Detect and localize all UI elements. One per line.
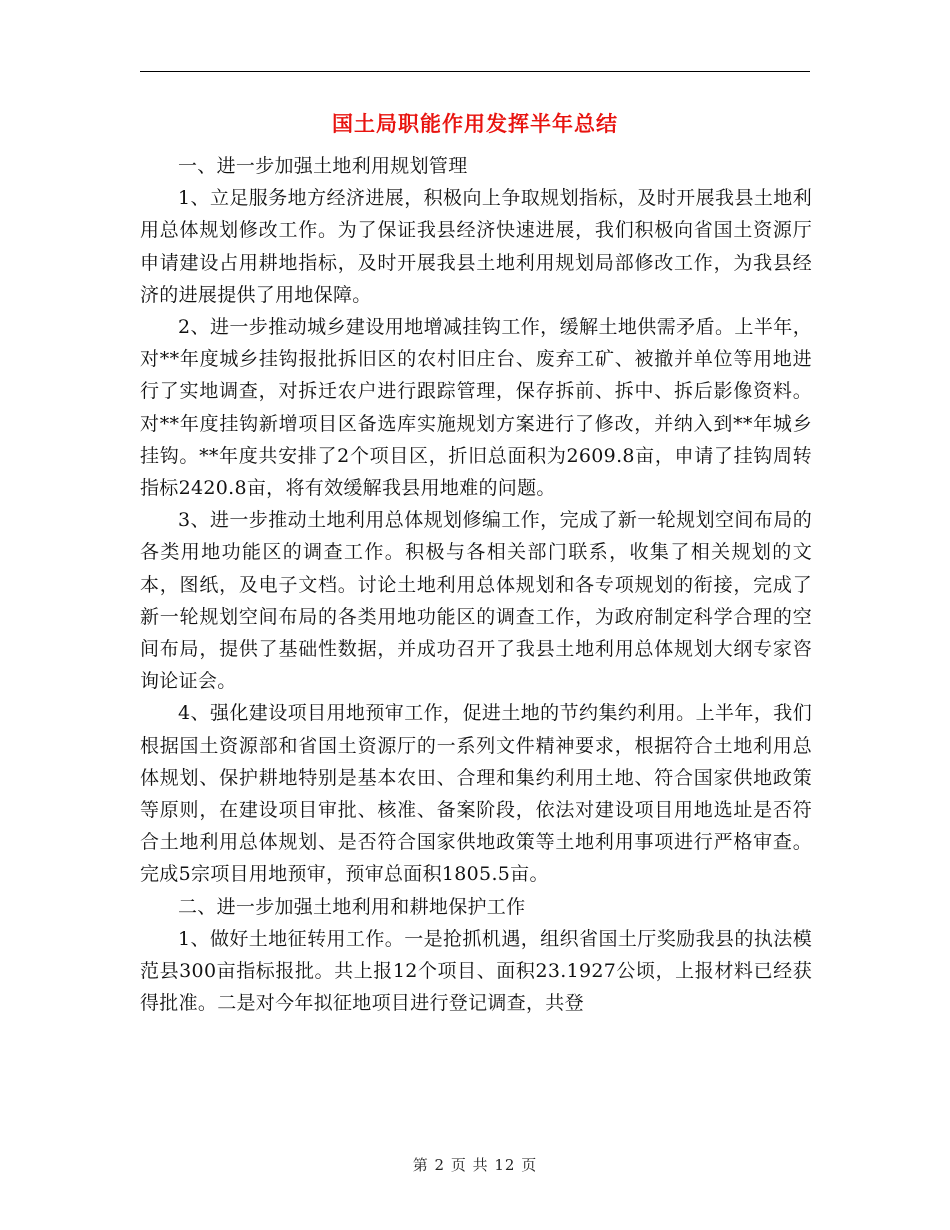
body-paragraph: 1、立足服务地方经济进展，积极向上争取规划指标，及时开展我县土地利用总体规划修改工作。为了保证我县经济快速进展，我们积极向省国土资源厅申请建设占用耕地指标，及时开展我县土地利用规划局部修改工作，为我县经济的进展提供了用地保障。 — [140, 187, 812, 306]
section-heading: 二、进一步加强土地利用和耕地保护工作 — [178, 895, 526, 918]
page-number-footer: 第 2 页 共 12 页 — [412, 1156, 538, 1174]
body-paragraph: 3、进一步推动土地利用总体规划修编工作，完成了新一轮规划空间布局的各类用地功能区的调查工作。积极与各相关部门联系，收集了相关规划的文本，图纸，及电子文档。讨论土地利用总体规划和各专项规划的衔接，完成了新一轮规划空间布局的各类用地功能区的调查工作，为政府制定科学合理的空间布局，提供了基础性数据，并成功召开了我县土地利用总体规划大纲专家咨询论证会。 — [140, 509, 812, 693]
header-rule — [140, 71, 810, 72]
body-paragraph: 2、进一步推动城乡建设用地增减挂钩工作，缓解土地供需矛盾。上半年，对**年度城乡挂钩报批拆旧区的农村旧庄台、废弃工矿、被撤并单位等用地进行了实地调查，对拆迁农户进行跟踪管理，保存拆前、拆中、拆后影像资料。对**年度挂钩新增项目区备选库实施规划方案进行了修改，并纳入到**年城乡挂钩。**年度共安排了2个项目区，折旧总面积为2609.8亩，申请了挂钩周转指标2420.8亩，将有效缓解我县用地难的问题。 — [140, 316, 812, 500]
section-heading: 一、进一步加强土地利用规划管理 — [178, 155, 468, 177]
body-paragraph: 4、强化建设项目用地预审工作，促进土地的节约集约利用。上半年，我们根据国土资源部和省国土资源厅的一系列文件精神要求，根据符合土地利用总体规划、保护耕地特别是基本农田、合理和集约利用土地、符合国家供地政策等原则，在建设项目审批、核准、备案阶段，依法对建设项目用地选址是否符合土地利用总体规划、是否符合国家供地政策等土地利用事项进行严格审查。完成5宗项目用地预审，预审总面积1805.5亩。 — [140, 702, 812, 886]
document-body — [140, 150, 812, 1019]
document-title: 国土局职能作用发挥半年总结 — [332, 111, 618, 136]
body-paragraph: 1、做好土地征转用工作。一是抢抓机遇，组织省国土厅奖励我县的执法模范县300亩指标报批。共上报12个项目、面积23.1927公顷，上报材料已经获得批准。二是对今年拟征地项目进行登记调查，共登 — [140, 927, 812, 1015]
